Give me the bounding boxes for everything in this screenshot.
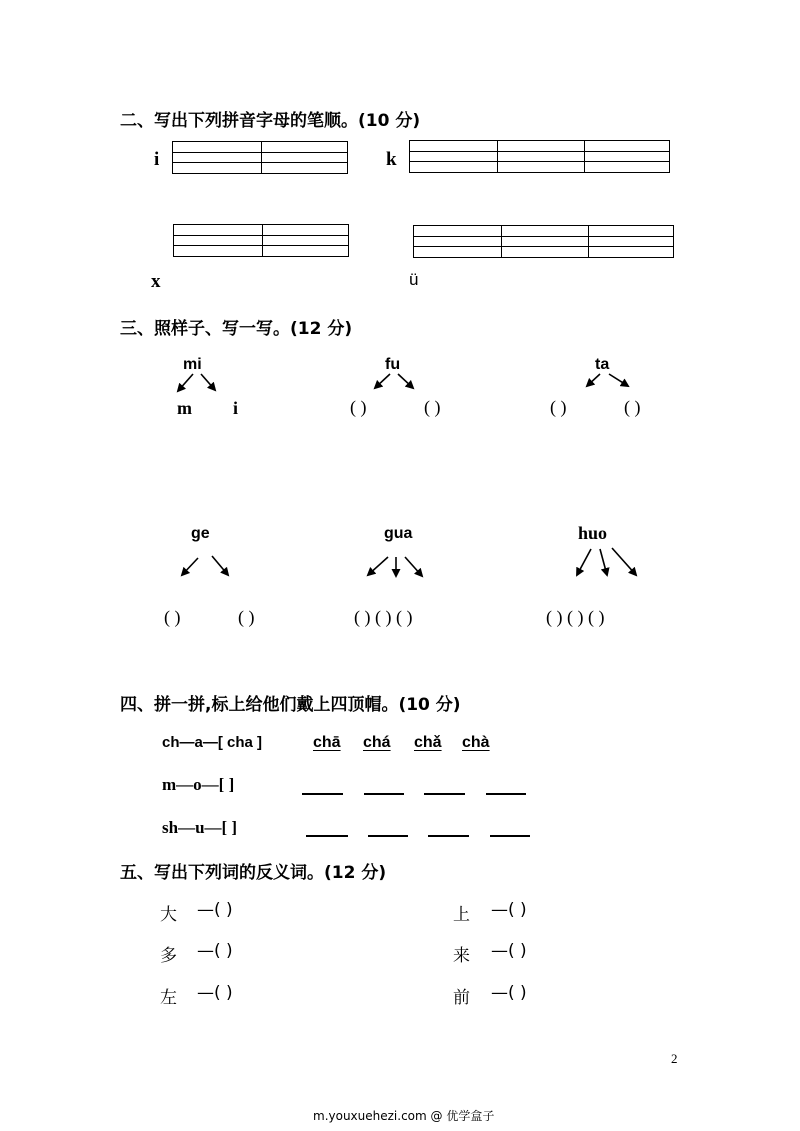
row-shu-label: sh—u—[ ] [162,818,238,837]
antonym-blank-da[interactable]: —( ) [197,900,233,920]
syllable-gua: gua [384,525,413,542]
arrow-huo-right [612,548,636,575]
answer-gua[interactable]: ( ) ( ) ( ) [354,607,413,627]
antonym-word-qian: 前 [453,988,470,1008]
blank-mo-3[interactable] [424,793,465,795]
arrow-mi-left [178,374,193,391]
syllable-huo: huo [578,523,608,543]
answer-fu-1[interactable]: ( ) [350,397,367,417]
row-mo-label: m—o—[ ] [162,775,235,794]
section2-heading: 二、写出下列拼音字母的笔顺。(10 分) [120,111,421,131]
antonym-word-shang: 上 [453,905,470,925]
arrow-huo-mid [600,549,607,575]
part-m: m [177,398,192,418]
tone-cha-1: chā [313,734,341,751]
letter-x: x [151,271,161,292]
tone-cha-4: chà [462,734,490,751]
antonym-blank-shang[interactable]: —( ) [491,900,527,920]
antonym-blank-duo[interactable]: —( ) [197,941,233,961]
antonym-word-zuo: 左 [160,988,177,1008]
antonym-blank-lai[interactable]: —( ) [491,941,527,961]
answer-ge-2[interactable]: ( ) [238,607,255,627]
section4-heading: 四、拼一拼,标上给他们戴上四顶帽。(10 分) [120,695,461,715]
letter-k: k [386,149,397,170]
blank-mo-2[interactable] [364,793,404,795]
answer-ta-1[interactable]: ( ) [550,397,567,417]
blank-shu-3[interactable] [428,835,469,837]
arrow-ge-left [182,558,198,575]
answer-fu-2[interactable]: ( ) [424,397,441,417]
blank-shu-2[interactable] [368,835,408,837]
blank-shu-1[interactable] [306,835,348,837]
answer-ge-1[interactable]: ( ) [164,607,181,627]
arrow-mi-right [201,374,215,390]
arrow-fu-left [375,374,390,388]
arrow-gua-right [405,557,422,576]
antonym-blank-qian[interactable]: —( ) [491,983,527,1003]
blank-shu-4[interactable] [490,835,530,837]
syllable-ge: ge [191,525,210,542]
page-number: 2 [671,1051,678,1066]
antonym-word-duo: 多 [160,946,177,966]
section5-heading: 五、写出下列词的反义词。(12 分) [120,863,387,883]
footer-watermark[interactable]: m.youxuehezi.com @ 优学盒子 [313,1109,495,1123]
answer-ta-2[interactable]: ( ) [624,397,641,417]
antonym-blank-zuo[interactable]: —( ) [197,983,233,1003]
letter-u-umlaut: ü [409,270,419,289]
blank-mo-1[interactable] [302,793,343,795]
letter-i: i [154,149,160,170]
answer-huo[interactable]: ( ) ( ) ( ) [546,607,605,627]
part-i: i [233,398,239,418]
antonym-word-lai: 来 [453,946,470,966]
arrow-fu-right [398,374,413,388]
arrow-huo-left [577,549,591,575]
syllable-mi: mi [183,356,202,373]
arrow-gua-left [368,557,388,575]
arrow-ta-left [587,374,600,386]
syllable-ta: ta [595,356,610,373]
arrow-ge-right [212,556,228,575]
row-cha-label: ch—a—[ cha ] [162,734,263,751]
section3-heading: 三、照样子、写一写。(12 分) [120,319,353,339]
syllable-fu: fu [385,356,401,373]
blank-mo-4[interactable] [486,793,526,795]
tone-cha-2: chá [363,734,391,751]
arrow-ta-right [609,374,628,386]
antonym-word-da: 大 [160,905,177,925]
tone-cha-3: chǎ [414,734,442,751]
